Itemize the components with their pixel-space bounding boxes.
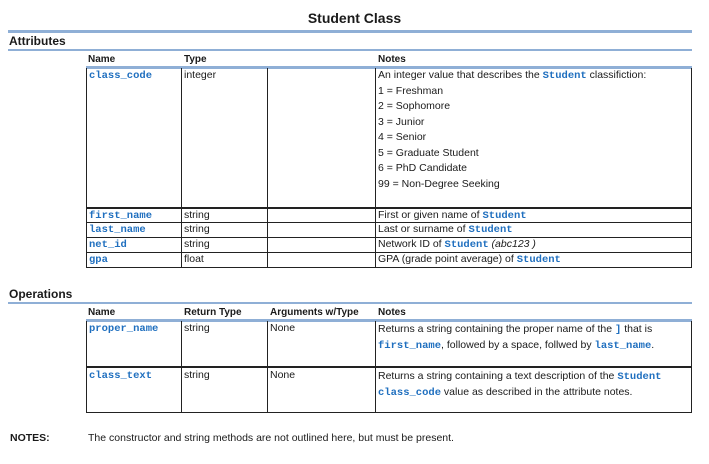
attr-header-notes: Notes bbox=[378, 54, 406, 65]
op-header-name: Name bbox=[88, 307, 116, 318]
class-code-level: 6 = PhD Candidate bbox=[378, 162, 468, 174]
attributes-divider bbox=[8, 49, 692, 51]
attr-spacer-cell bbox=[268, 253, 376, 268]
notes-label: NOTES: bbox=[10, 432, 50, 444]
operations-section-title: Operations bbox=[9, 287, 73, 301]
op-header-return-type: Return Type bbox=[184, 307, 242, 318]
attr-spacer-cell bbox=[268, 223, 376, 238]
attr-spacer-cell bbox=[268, 208, 376, 223]
attr-type-cell: string bbox=[182, 238, 268, 253]
notes-text: The constructor and string methods are not outlined here, but must be present. bbox=[88, 432, 454, 444]
class-code-level: 99 = Non-Degree Seeking bbox=[378, 177, 500, 190]
page-title: Student Class bbox=[307, 10, 402, 26]
attr-note-cell: Last or surname of Student bbox=[376, 223, 692, 238]
class-code-level: 2 = Sophomore bbox=[378, 100, 451, 112]
class-code-note-intro: An integer value that describes the Student classifiction: bbox=[378, 69, 647, 82]
op-name-proper-name: proper_name bbox=[89, 323, 159, 335]
attr-note-cell: First or given name of Student bbox=[376, 208, 692, 223]
attr-row-class-code-notes bbox=[376, 68, 692, 208]
attr-header-name: Name bbox=[88, 54, 116, 65]
op-args-proper-name: None bbox=[268, 321, 376, 367]
op-return-class-text: string bbox=[182, 367, 268, 413]
class-code-level: 3 = Junior bbox=[378, 115, 425, 128]
attr-spacer-cell bbox=[268, 238, 376, 253]
attr-type-cell: string bbox=[182, 223, 268, 238]
table-row: net_id bbox=[86, 238, 182, 253]
attr-note-cell: Network ID of Student (abc123 ) bbox=[376, 238, 692, 253]
attr-type-class-code: integer bbox=[184, 69, 217, 81]
attr-header-type: Type bbox=[184, 54, 207, 65]
attr-name-class-code: class_code bbox=[89, 70, 153, 82]
op-header-args: Arguments w/Type bbox=[270, 307, 359, 318]
operations-divider bbox=[8, 302, 692, 304]
class-code-level: 1 = Freshman bbox=[378, 84, 444, 97]
op-header-notes: Notes bbox=[378, 307, 406, 318]
table-row bbox=[86, 321, 182, 367]
attr-row-class-code-type bbox=[182, 68, 268, 208]
table-row: last_name bbox=[86, 223, 182, 238]
table-row bbox=[86, 367, 182, 413]
op-name-class-text: class_text bbox=[89, 370, 153, 382]
class-code-level: 4 = Senior bbox=[378, 131, 427, 143]
op-notes-class-text: Returns a string containing a text description of the Student class_code value as described in the attribute notes. bbox=[376, 367, 692, 413]
attr-row-class-code-spacer bbox=[268, 68, 376, 208]
attr-type-cell: float bbox=[182, 253, 268, 268]
table-row: gpa bbox=[86, 253, 182, 268]
op-return-proper-name: string bbox=[182, 321, 268, 367]
attributes-section-title: Attributes bbox=[9, 34, 66, 48]
attr-note-cell: GPA (grade point average) of Student bbox=[376, 253, 692, 268]
class-code-level: 5 = Graduate Student bbox=[378, 146, 479, 159]
title-divider bbox=[8, 30, 692, 33]
table-row: first_name bbox=[86, 208, 182, 223]
op-notes-proper-name: Returns a string containing the proper name of the ] that is first_name, followed by a space, follwed by last_name. bbox=[376, 321, 692, 367]
attr-row-class-code-name bbox=[86, 68, 182, 208]
attr-type-cell: string bbox=[182, 208, 268, 223]
op-args-class-text: None bbox=[268, 367, 376, 413]
